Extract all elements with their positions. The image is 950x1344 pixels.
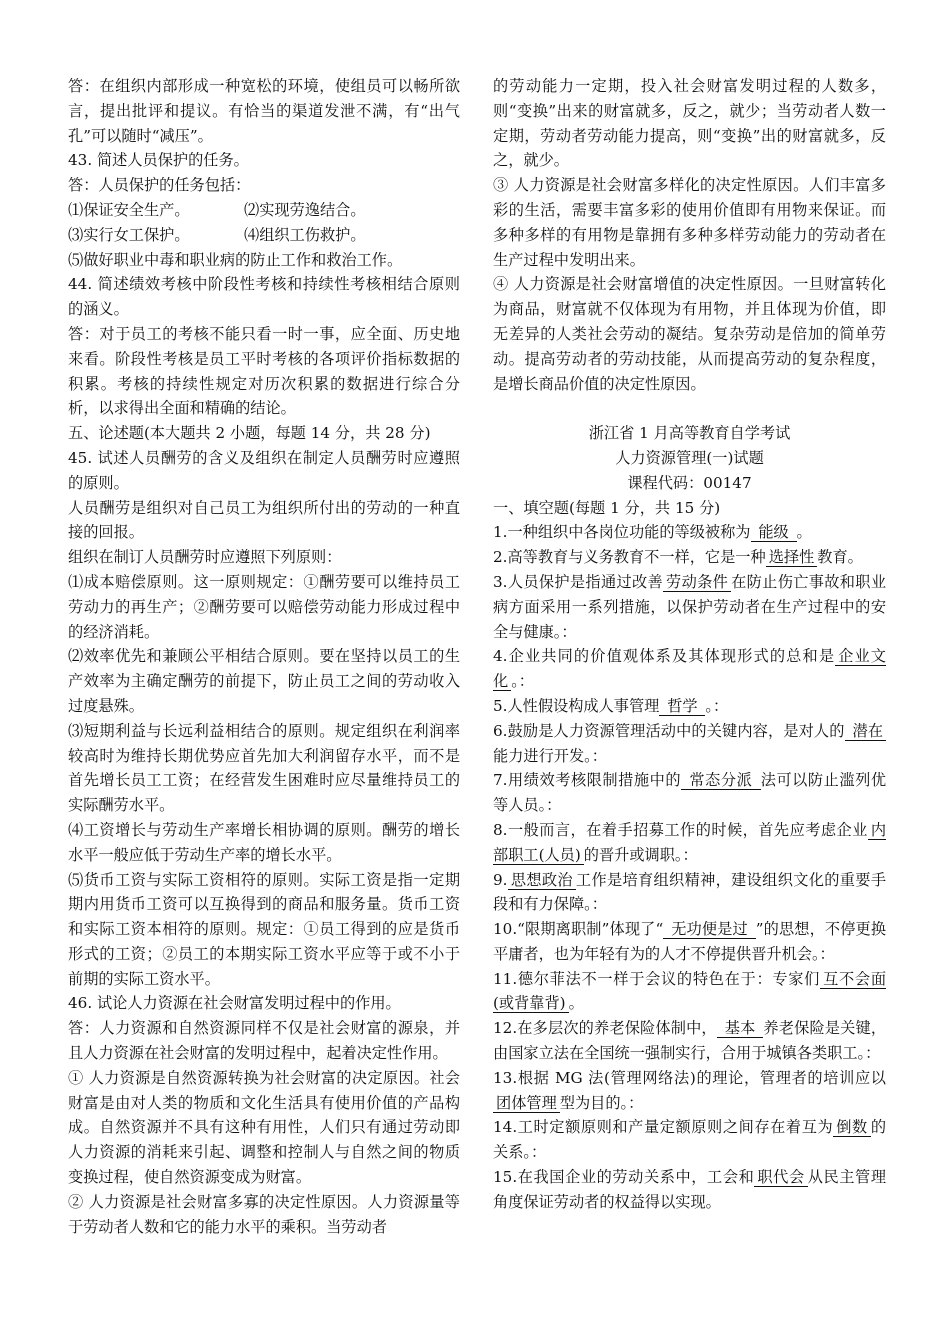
answer-43-item-2: ⑵实现劳逸结合。 bbox=[244, 200, 366, 219]
answer-46-point-2: ② 人力资源是社会财富多寡的决定性原因。人力资源量等于劳动者人数和它的能力水平的乘积。当劳动者 bbox=[68, 1192, 460, 1236]
answer-blank: 哲学 bbox=[659, 697, 705, 716]
answer-43-item-5: ⑸做好职业中毒和职业病的防止工作和救治工作。 bbox=[68, 250, 403, 269]
fill-item-1: 1.一种组织中各岗位功能的等级被称为 能级 。 bbox=[493, 523, 812, 542]
course-code: 课程代码：00147 bbox=[627, 473, 752, 492]
answer-45-definition: 人员酬劳是组织对自己员工为组织所付出的劳动的一种直接的回报。 bbox=[68, 498, 460, 542]
spacer bbox=[493, 396, 886, 421]
fill-item-10: 10.“限期离职制”体现了“ 无功便是过 ”的思想，不停更换平庸者，也为年轻有为的人才不停提供晋升机会。： bbox=[493, 920, 887, 963]
fill-item-11: 11.德尔菲法不一样于会议的特色在于：专家们 互不会面(或背靠背) 。 bbox=[493, 969, 886, 1013]
fill-item-5: 5.人性假设构成人事管理 哲学 。： bbox=[493, 696, 729, 715]
answer-45-principle-3: ⑶短期利益与长远利益相结合的原则。规定组织在利润率较高时为维持长期优势应首先加大利润留存水平，而不是首先增长员工工资；在经营发生困难时应尽量维持员工的实际酬劳水平。 bbox=[68, 721, 460, 815]
answer-45-intro: 组织在制订人员酬劳时应遵照下列原则： bbox=[68, 548, 342, 567]
question-46: 46. 试论人力资源在社会财富发明过程中的作用。 bbox=[68, 994, 401, 1013]
answer-blank: 选择性 bbox=[766, 548, 818, 567]
section-5-heading: 五、论述题(本大题共 2 小题，每题 14 分，共 28 分) bbox=[68, 424, 431, 443]
fill-item-13: 13.根据 MG 法(管理网络法)的理论，管理者的培训应以团体管理 型为目的。： bbox=[493, 1068, 886, 1112]
answer-42: 答：在组织内部形成一种宽松的环境，使组员可以畅所欲言，提出批评和提议。有恰当的渠道发泄不满，有“出气孔”可以随时“减压”。 bbox=[68, 77, 460, 145]
fill-item-7: 7.用绩效考核限制措施中的 常态分派 法可以防止滥列优等人员。： bbox=[493, 771, 887, 815]
answer-43-row-2 bbox=[68, 223, 460, 248]
fill-item-3: 3.人员保护是指通过改善 劳动条件 在防止伤亡事故和职业病方面采用一系列措施，以保护劳动者在生产过程中的安全与健康。： bbox=[493, 572, 887, 641]
fill-item-12: 12.在多层次的养老保险体制中， 基本 养老保险是关键，由国家立法在全国统一强制实行，合用于城镇各类职工。： bbox=[493, 1019, 887, 1063]
section-1-heading: 一、填空题(每题 1 分，共 15 分) bbox=[493, 498, 721, 517]
answer-46-point-2-continued: 的劳动能力一定期，投入社会财富发明过程的人数多，则“变换”出来的财富就多，反之，就少；当劳动者人数一定期，劳动者劳动能力提高，则“变换”出的财富就多，反之，就少。 bbox=[493, 77, 886, 170]
answer-46-point-1: ① 人力资源是自然资源转换为社会财富的决定原因。社会财富是由对人类的物质和文化生活具有使用价值的产品构成。自然资源并不具有这种有用性，人们只有通过劳动即人力资源的消耗来引起、调整和控制人与自然之间的物质变换过程，使自然资源变成为财富。 bbox=[68, 1068, 460, 1187]
answer-43-item-4: ⑷组织工伤救护。 bbox=[244, 225, 366, 244]
answer-43-row-1 bbox=[68, 198, 460, 223]
fill-item-15: 15.在我国企业的劳动关系中，工会和 职代会 从民主管理角度保证劳动者的权益得以实现。 bbox=[493, 1168, 887, 1211]
answer-blank: 内部职工(人员) bbox=[493, 820, 886, 864]
answer-blank: 潜在 bbox=[845, 722, 886, 741]
answer-blank: 倒数 bbox=[833, 1118, 871, 1137]
answer-blank: 团体管理 bbox=[493, 1094, 560, 1113]
answer-blank: 基本 bbox=[717, 1019, 764, 1038]
answer-blank: 企业文化 bbox=[493, 647, 886, 691]
answer-blank: 劳动条件 bbox=[663, 573, 731, 592]
answer-blank: 互不会面(或背靠背) bbox=[493, 969, 886, 1013]
fill-item-4: 4.企业共同的价值观体系及其体现形式的总和是 企业文化 。： bbox=[493, 647, 886, 691]
answer-45-principle-5: ⑸货币工资与实际工资相符的原则。实际工资是指一定期期内用货币工资可以互换得到的商品和服务量。货币工资和实际工资本相符的原则。规定：①员工得到的应是货币形式的工资；②员工的本期实际工资水平应等于或不小于前期的实际工资水平。 bbox=[68, 870, 460, 988]
answer-45-principle-1: ⑴成本赔偿原则。这一原则规定：①酬劳要可以维持员工劳动力的再生产；②酬劳要可以赔偿劳动能力形成过程中的经济消耗。 bbox=[68, 572, 460, 641]
question-43: 43. 简述人员保护的任务。 bbox=[68, 151, 249, 170]
fill-item-9: 9. 思想政治 工作是培育组织精神，建设组织文化的重要手段和有力保障。： bbox=[493, 870, 887, 914]
exam-title: 浙江省 1 月高等教育自学考试 bbox=[588, 424, 791, 443]
answer-45-principle-4: ⑷工资增长与劳动生产率增长相协调的原则。酬劳的增长水平一般应低于劳动生产率的增长水平。 bbox=[68, 820, 460, 864]
answer-46-intro: 答：人力资源和自然资源同样不仅是社会财富的源泉，并且人力资源在社会财富的发明过程中，起着决定性作用。 bbox=[68, 1019, 460, 1063]
answer-blank: 常态分派 bbox=[681, 771, 761, 790]
answer-44: 答：对于员工的考核不能只看一时一事，应全面、历史地来看。阶段性考核是员工平时考核的各项评价指标数据的积累。考核的持续性规定对历次积累的数据进行综合分析，以求得出全面和精确的结论。 bbox=[68, 324, 460, 418]
exam-subject: 人力资源管理(一)试题 bbox=[615, 448, 764, 467]
answer-blank: 思想政治 bbox=[508, 871, 576, 890]
answer-blank: 能级 bbox=[751, 523, 797, 542]
question-44: 44. 简述绩效考核中阶段性考核和持续性考核相结合原则的涵义。 bbox=[68, 275, 460, 319]
question-45: 45. 试述人员酬劳的含义及组织在制定人员酬劳时应遵照的原则。 bbox=[68, 448, 460, 492]
answer-43-item-3: ⑶实行女工保护。 bbox=[68, 225, 190, 244]
answer-45-principle-2: ⑵效率优先和兼顾公平相结合原则。要在坚持以员工的生产效率为主确定酬劳的前提下，防止员工之间的劳动收入过度悬殊。 bbox=[68, 647, 460, 715]
answer-43-item-1: ⑴保证安全生产。 bbox=[68, 200, 190, 219]
answer-46-point-4: ④ 人力资源是社会财富增值的决定性原因。一旦财富转化为商品，财富就不仅体现为有用物，并且体现为价值，即无差异的人类社会劳动的凝结。复杂劳动是倍加的简单劳动。提高劳动者的劳动技能，从而提高劳动的复杂程度，是增长商品价值的决定性原因。 bbox=[493, 275, 886, 393]
fill-item-14: 14.工时定额原则和产量定额原则之间存在着互为 倒数 的关系。： bbox=[493, 1118, 887, 1162]
right-column bbox=[493, 74, 886, 1215]
fill-item-2: 2.高等教育与义务教育不一样，它是一种 选择性 教育。 bbox=[493, 548, 863, 567]
answer-blank: 无功便是过 bbox=[663, 920, 756, 939]
fill-item-8: 8.一般而言，在着手招募工作的时候，首先应考虑企业 内部职工(人员) 的晋升或调职。： bbox=[493, 820, 886, 864]
answer-43-intro: 答：人员保护的任务包括： bbox=[68, 176, 251, 195]
fill-item-6: 6.鼓励是人力资源管理活动中的关键内容，是对人的 潜在 能力进行开发。： bbox=[493, 719, 886, 769]
answer-46-point-3: ③ 人力资源是社会财富多样化的决定性原因。人们丰富多彩的生活，需要丰富多彩的使用价值即有用物来保证。而多种多样的有用物是靠拥有多种多样劳动能力的劳动者在生产过程中发明出来。 bbox=[493, 176, 886, 269]
answer-blank: 职代会 bbox=[754, 1168, 807, 1187]
left-column bbox=[68, 74, 460, 1239]
